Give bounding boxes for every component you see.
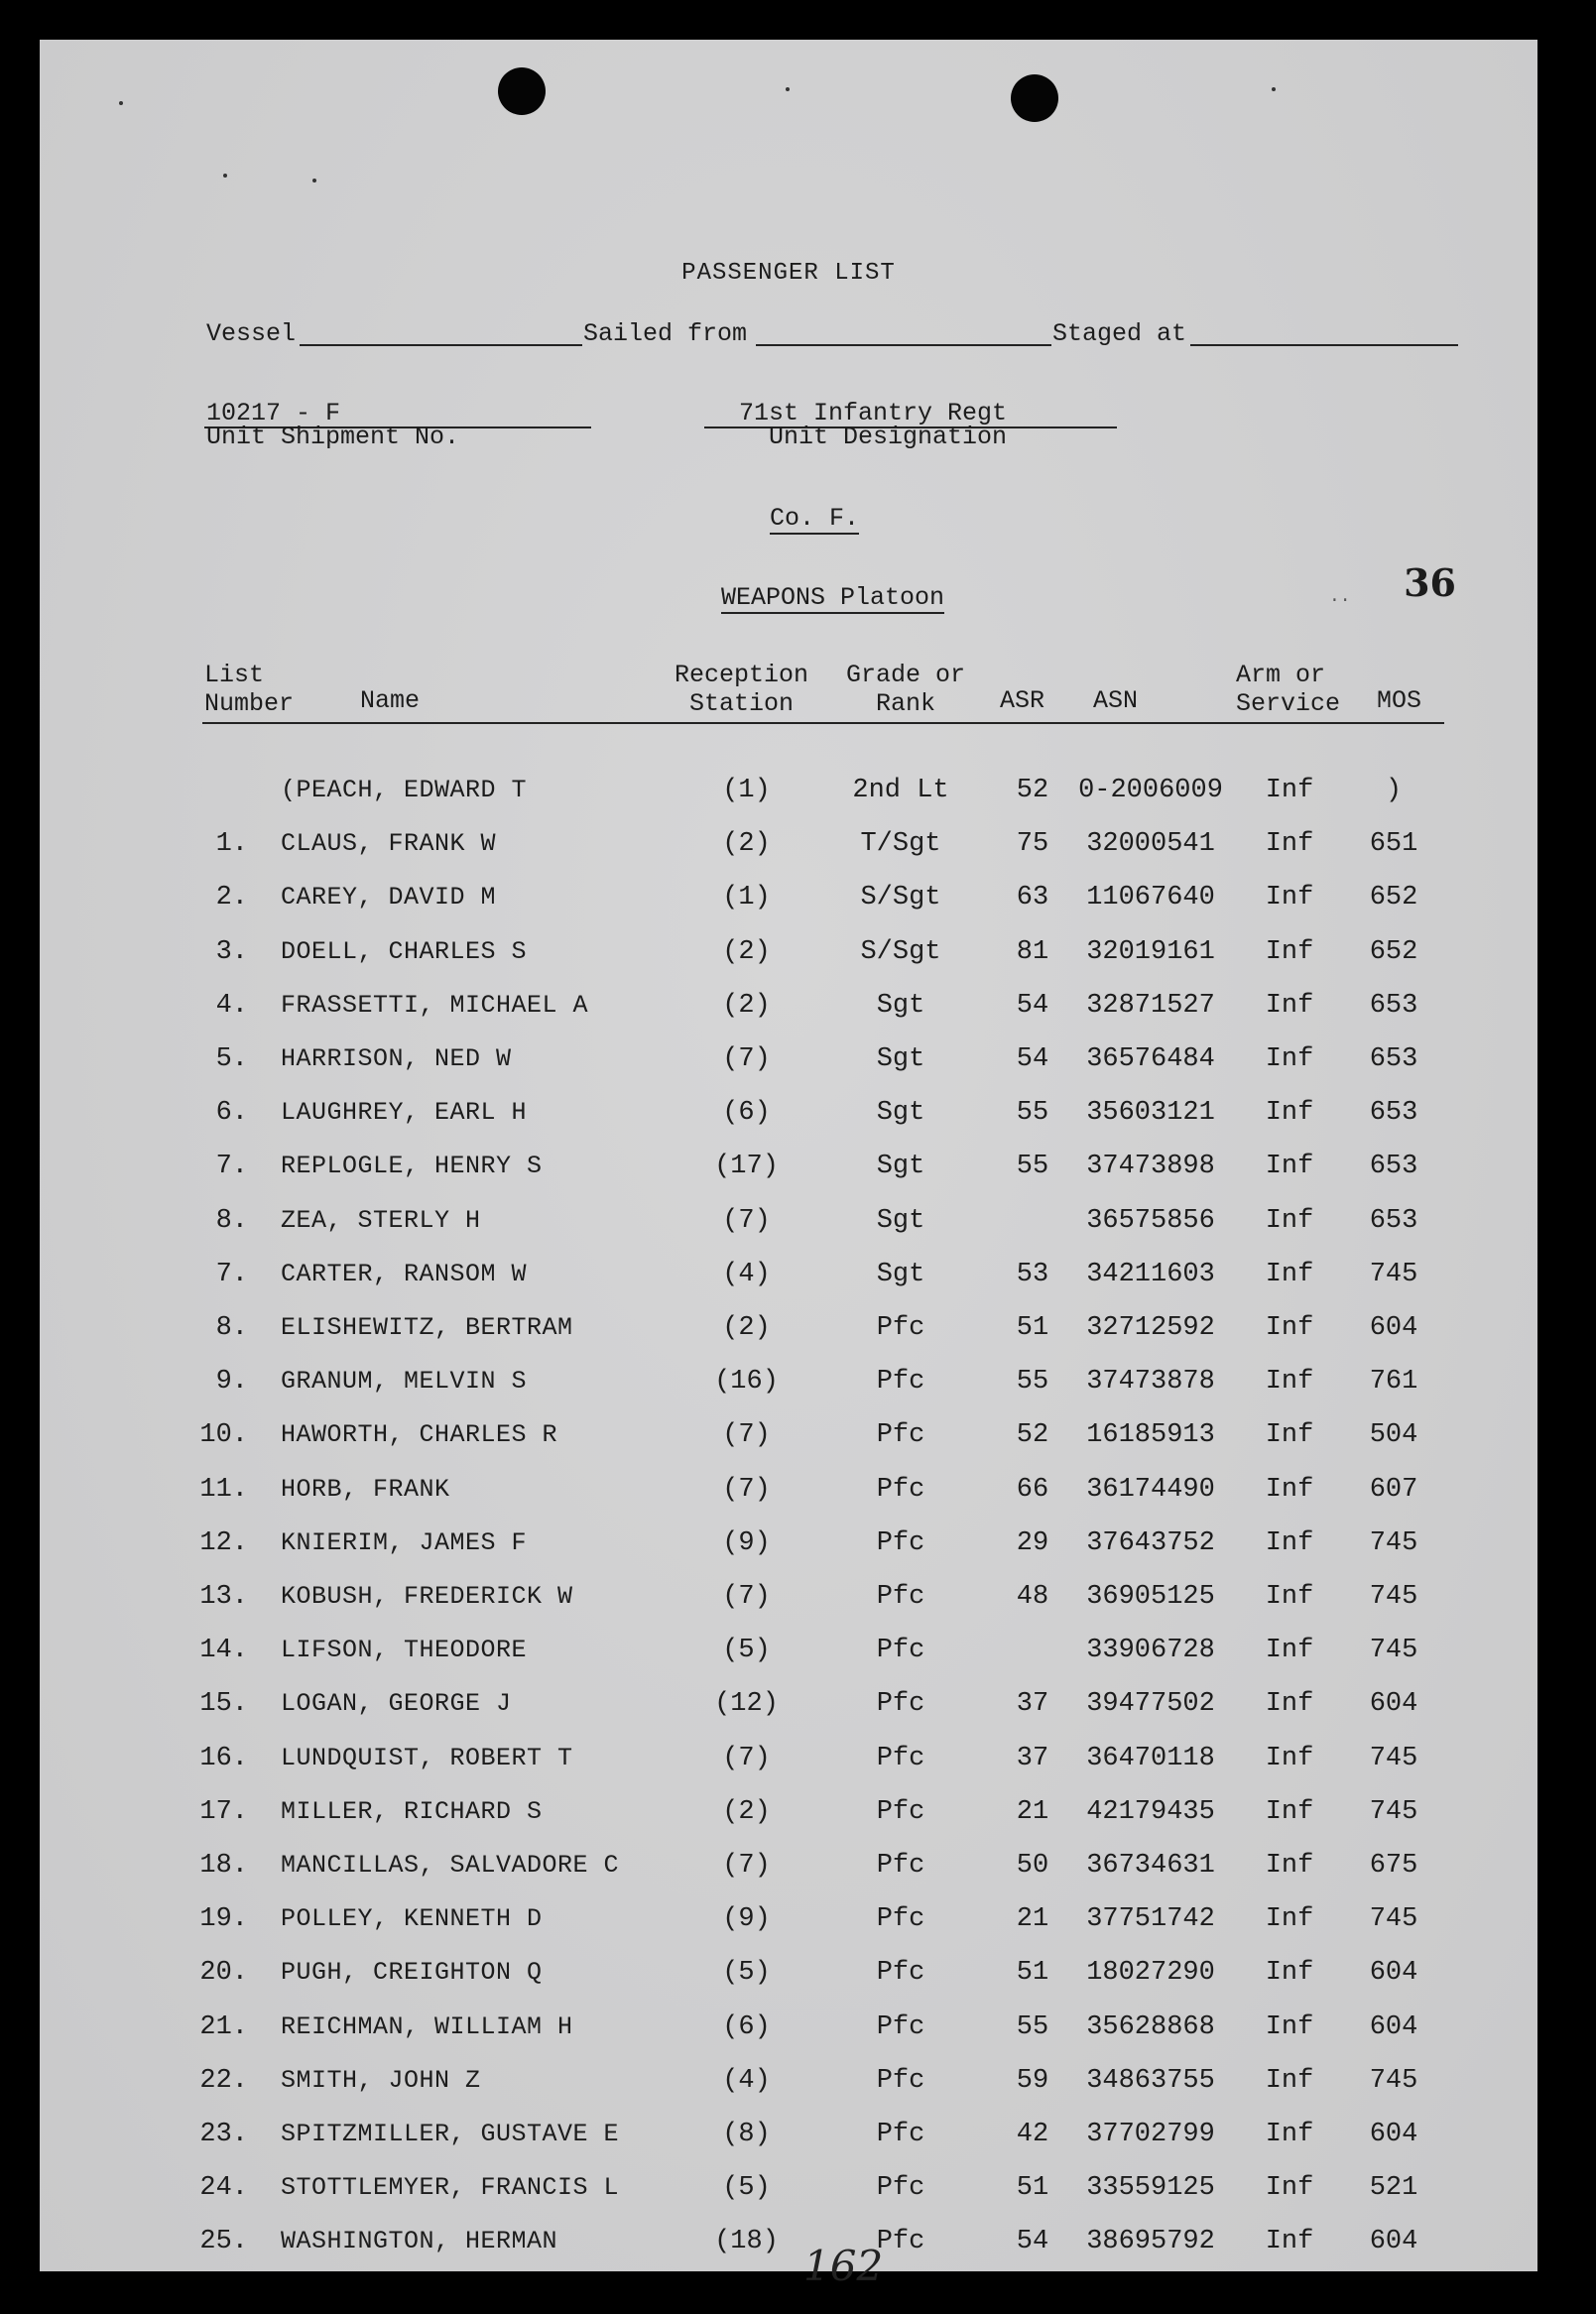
passenger-name: POLLEY, KENNETH D xyxy=(281,1904,543,1934)
grade-rank: Sgt xyxy=(876,1259,925,1289)
asn-number: 36174490 xyxy=(1086,1474,1215,1505)
table-row xyxy=(40,1744,1537,1779)
table-row xyxy=(40,1098,1537,1134)
asr-score: 52 xyxy=(1016,1420,1049,1451)
mos-code: 653 xyxy=(1369,1098,1418,1129)
arm-service: Inf xyxy=(1265,2173,1314,2204)
asn-number: 36575856 xyxy=(1086,1205,1215,1236)
grade-rank: Pfc xyxy=(876,2173,925,2204)
mos-code: ) xyxy=(1385,776,1403,805)
passenger-name: REPLOGLE, HENRY S xyxy=(281,1152,543,1181)
passenger-name: CAREY, DAVID M xyxy=(281,883,497,913)
list-number: 14. xyxy=(199,1636,248,1666)
asn-number: 36576484 xyxy=(1086,1044,1215,1074)
passenger-name: SMITH, JOHN Z xyxy=(281,2065,481,2095)
passenger-name: REICHMAN, WILLIAM H xyxy=(281,2011,573,2041)
asn-number: 16185913 xyxy=(1086,1420,1215,1451)
document-page xyxy=(40,40,1537,2290)
table-row xyxy=(40,1689,1537,1725)
grade-rank: Pfc xyxy=(876,1904,925,1935)
list-number: 12. xyxy=(199,1527,248,1558)
passenger-name: ELISHEWITZ, BERTRAM xyxy=(281,1313,573,1342)
reception-station: (7) xyxy=(722,1582,771,1612)
speck xyxy=(312,179,316,183)
list-number: 16. xyxy=(199,1743,248,1773)
grade-rank: Sgt xyxy=(876,1205,925,1236)
asn-number: 37473898 xyxy=(1086,1152,1215,1182)
grade-rank: Pfc xyxy=(876,1474,925,1505)
list-number: 8. xyxy=(215,1205,248,1236)
reception-station: (12) xyxy=(714,1689,779,1720)
passenger-name: HARRISON, NED W xyxy=(281,1044,512,1073)
grade-rank: Sgt xyxy=(876,1152,925,1182)
mos-code: 604 xyxy=(1369,2120,1418,2149)
reception-station: (6) xyxy=(722,1098,771,1129)
passenger-name: HAWORTH, CHARLES R xyxy=(281,1420,558,1450)
reception-station: (2) xyxy=(722,990,771,1021)
table-row xyxy=(40,1313,1537,1349)
table-row xyxy=(40,1152,1537,1187)
table-row xyxy=(40,883,1537,918)
asn-number: 38695792 xyxy=(1086,2227,1215,2257)
list-number: 5. xyxy=(215,1044,248,1074)
col-list-number: List Number xyxy=(204,661,295,718)
punch-hole-left xyxy=(498,67,546,115)
staged-at-label: Staged at xyxy=(1052,319,1187,348)
table-row xyxy=(40,2227,1537,2262)
speck xyxy=(1272,87,1276,91)
mos-code: 745 xyxy=(1369,1527,1418,1558)
mos-code: 604 xyxy=(1369,1313,1418,1343)
asn-number: 33906728 xyxy=(1086,1636,1215,1666)
mos-code: 675 xyxy=(1369,1851,1418,1881)
grade-rank: Pfc xyxy=(876,1367,925,1398)
table-row xyxy=(40,1044,1537,1080)
asr-score: 52 xyxy=(1016,776,1049,805)
passenger-name: LUNDQUIST, ROBERT T xyxy=(281,1743,573,1772)
table-row xyxy=(40,1475,1537,1511)
grade-rank: Pfc xyxy=(876,1958,925,1989)
asr-score: 54 xyxy=(1016,990,1049,1021)
arm-service: Inf xyxy=(1265,2120,1314,2149)
table-row xyxy=(40,1636,1537,1671)
passenger-name: WASHINGTON, HERMAN xyxy=(281,2227,558,2256)
asn-number: 35628868 xyxy=(1086,2011,1215,2042)
table-row xyxy=(40,1797,1537,1833)
arm-service: Inf xyxy=(1265,1636,1314,1666)
grade-rank: Pfc xyxy=(876,1689,925,1720)
list-number: 20. xyxy=(199,1958,248,1989)
table-row xyxy=(40,991,1537,1027)
asn-number: 11067640 xyxy=(1086,883,1215,913)
reception-station: (2) xyxy=(722,1796,771,1827)
reception-station: (5) xyxy=(722,2173,771,2204)
arm-service: Inf xyxy=(1265,1259,1314,1289)
reception-station: (7) xyxy=(722,1044,771,1074)
vessel-label: Vessel xyxy=(206,319,297,348)
mos-code: 653 xyxy=(1369,1044,1418,1074)
list-number: 9. xyxy=(215,1367,248,1398)
punch-hole-right xyxy=(1011,74,1058,122)
mos-code: 652 xyxy=(1369,883,1418,913)
asn-number: 34863755 xyxy=(1086,2065,1215,2096)
mos-code: 607 xyxy=(1369,1474,1418,1505)
mos-code: 653 xyxy=(1369,1205,1418,1236)
list-number: 3. xyxy=(215,936,248,967)
table-row xyxy=(40,1582,1537,1618)
mos-code: 652 xyxy=(1369,936,1418,967)
asr-score: 51 xyxy=(1016,1958,1049,1989)
list-number: 24. xyxy=(199,2173,248,2204)
reception-station: (7) xyxy=(722,1743,771,1773)
arm-service: Inf xyxy=(1265,776,1314,805)
mos-code: 604 xyxy=(1369,2227,1418,2257)
mos-code: 651 xyxy=(1369,829,1418,860)
table-row xyxy=(40,829,1537,865)
col-station: Reception Station xyxy=(675,661,809,718)
table-row xyxy=(40,2173,1537,2209)
arm-service: Inf xyxy=(1265,1098,1314,1129)
table-row xyxy=(40,1958,1537,1994)
arm-service: Inf xyxy=(1265,1582,1314,1612)
page-number: 36 xyxy=(1404,560,1456,605)
reception-station: (16) xyxy=(714,1367,779,1398)
asn-number: 33559125 xyxy=(1086,2173,1215,2204)
shipment-label: Unit Shipment No. xyxy=(206,423,460,451)
reception-station: (6) xyxy=(722,2011,771,2042)
asr-score: 55 xyxy=(1016,2011,1049,2042)
mos-code: 521 xyxy=(1369,2173,1418,2204)
reception-station: (2) xyxy=(722,829,771,860)
passenger-name: GRANUM, MELVIN S xyxy=(281,1367,528,1397)
reception-station: (7) xyxy=(722,1205,771,1236)
reception-station: (5) xyxy=(722,1958,771,1989)
list-number: 10. xyxy=(199,1420,248,1451)
table-row xyxy=(40,776,1537,811)
speck xyxy=(223,174,227,178)
reception-station: (2) xyxy=(722,1313,771,1343)
asr-score: 21 xyxy=(1016,1796,1049,1827)
list-number: 13. xyxy=(199,1582,248,1612)
asr-score: 37 xyxy=(1016,1743,1049,1773)
passenger-name: DOELL, CHARLES S xyxy=(281,936,528,966)
asr-score: 37 xyxy=(1016,1689,1049,1720)
speck xyxy=(786,87,790,91)
grade-rank: Pfc xyxy=(876,1636,925,1666)
grade-rank: Pfc xyxy=(876,2011,925,2042)
arm-service: Inf xyxy=(1265,2011,1314,2042)
table-row xyxy=(40,2066,1537,2102)
sailed-from-blank xyxy=(756,344,1051,346)
asr-score: 75 xyxy=(1016,829,1049,860)
arm-service: Inf xyxy=(1265,1689,1314,1720)
passenger-name: HORB, FRANK xyxy=(281,1474,450,1504)
grade-rank: Sgt xyxy=(876,1098,925,1129)
arm-service: Inf xyxy=(1265,1044,1314,1074)
asr-score: 29 xyxy=(1016,1527,1049,1558)
asr-score: 66 xyxy=(1016,1474,1049,1505)
arm-service: Inf xyxy=(1265,1904,1314,1935)
asr-score: 55 xyxy=(1016,1098,1049,1129)
reception-station: (17) xyxy=(714,1152,779,1182)
passenger-name: LIFSON, THEODORE xyxy=(281,1636,528,1665)
staged-at-blank xyxy=(1190,344,1458,346)
table-row xyxy=(40,2120,1537,2155)
asr-score: 53 xyxy=(1016,1259,1049,1289)
arm-service: Inf xyxy=(1265,990,1314,1021)
passenger-name: ZEA, STERLY H xyxy=(281,1205,481,1235)
arm-service: Inf xyxy=(1265,883,1314,913)
reception-station: (7) xyxy=(722,1420,771,1451)
grade-rank: Pfc xyxy=(876,1851,925,1881)
arm-service: Inf xyxy=(1265,1958,1314,1989)
passenger-name: LOGAN, GEORGE J xyxy=(281,1689,512,1719)
arm-service: Inf xyxy=(1265,1527,1314,1558)
arm-service: Inf xyxy=(1265,1205,1314,1236)
grade-rank: T/Sgt xyxy=(860,829,941,860)
arm-service: Inf xyxy=(1265,1313,1314,1343)
asn-number: 34211603 xyxy=(1086,1259,1215,1289)
mos-code: 504 xyxy=(1369,1420,1418,1451)
col-grade: Grade or Rank xyxy=(846,661,966,718)
asn-number: 0-2006009 xyxy=(1078,776,1223,805)
asr-score: 59 xyxy=(1016,2065,1049,2096)
asr-score: 81 xyxy=(1016,936,1049,967)
mos-code: 604 xyxy=(1369,1958,1418,1989)
handwritten-note: 162 xyxy=(803,2242,884,2290)
asr-score: 50 xyxy=(1016,1851,1049,1881)
reception-station: (7) xyxy=(722,1851,771,1881)
list-number: 23. xyxy=(199,2120,248,2149)
asn-number: 37473878 xyxy=(1086,1367,1215,1398)
list-number: 19. xyxy=(199,1904,248,1935)
table-row xyxy=(40,1528,1537,1564)
passenger-name: MILLER, RICHARD S xyxy=(281,1796,543,1826)
arm-service: Inf xyxy=(1265,1796,1314,1827)
passenger-name: FRASSETTI, MICHAEL A xyxy=(281,990,589,1020)
mos-code: 653 xyxy=(1369,1152,1418,1182)
list-number: 4. xyxy=(215,990,248,1021)
reception-station: (1) xyxy=(722,883,771,913)
mos-code: 653 xyxy=(1369,990,1418,1021)
col-arm: Arm or Service xyxy=(1236,661,1341,718)
list-number: 7. xyxy=(215,1259,248,1289)
mos-code: 745 xyxy=(1369,2065,1418,2096)
asn-number: 35603121 xyxy=(1086,1098,1215,1129)
grade-rank: Pfc xyxy=(876,2120,925,2149)
sailed-from-label: Sailed from xyxy=(583,319,748,348)
list-number: 7. xyxy=(215,1152,248,1182)
list-number: 22. xyxy=(199,2065,248,2096)
reception-station: (7) xyxy=(722,1474,771,1505)
col-asn: ASN xyxy=(1093,686,1139,715)
asn-number: 37702799 xyxy=(1086,2120,1215,2149)
passenger-name: KNIERIM, JAMES F xyxy=(281,1527,528,1557)
platoon: WEAPONS Platoon xyxy=(721,583,945,612)
arm-service: Inf xyxy=(1265,1474,1314,1505)
reception-station: (9) xyxy=(722,1904,771,1935)
asn-number: 36905125 xyxy=(1086,1582,1215,1612)
document-title: PASSENGER LIST xyxy=(681,260,896,287)
reception-station: (4) xyxy=(722,1259,771,1289)
arm-service: Inf xyxy=(1265,1851,1314,1881)
mos-code: 745 xyxy=(1369,1636,1418,1666)
reception-station: (18) xyxy=(714,2227,779,2257)
passenger-name: MANCILLAS, SALVADORE C xyxy=(281,1851,620,1880)
col-mos: MOS xyxy=(1377,686,1422,715)
grade-rank: Pfc xyxy=(876,1420,925,1451)
reception-station: (1) xyxy=(722,776,771,805)
grade-rank: Pfc xyxy=(876,1743,925,1773)
grade-rank: 2nd Lt xyxy=(852,776,949,805)
unit-designation-label: Unit Designation xyxy=(769,423,1008,451)
arm-service: Inf xyxy=(1265,1420,1314,1451)
asr-score: 48 xyxy=(1016,1582,1049,1612)
passenger-name: STOTTLEMYER, FRANCIS L xyxy=(281,2173,620,2203)
table-row xyxy=(40,2012,1537,2048)
arm-service: Inf xyxy=(1265,2227,1314,2257)
mos-code: 745 xyxy=(1369,1259,1418,1289)
arm-service: Inf xyxy=(1265,1367,1314,1398)
passenger-name: KOBUSH, FREDERICK W xyxy=(281,1582,573,1611)
reception-station: (2) xyxy=(722,936,771,967)
list-number: 21. xyxy=(199,2011,248,2042)
vessel-blank xyxy=(300,344,582,346)
grade-rank: S/Sgt xyxy=(860,883,941,913)
list-number: 1. xyxy=(215,829,248,860)
table-row xyxy=(40,1904,1537,1940)
grade-rank: Pfc xyxy=(876,1582,925,1612)
speck xyxy=(119,101,123,105)
unit-designation-value: 71st Infantry Regt xyxy=(739,399,1008,427)
list-number: 15. xyxy=(199,1689,248,1720)
grade-rank: Sgt xyxy=(876,990,925,1021)
table-row xyxy=(40,1420,1537,1456)
asr-score: 55 xyxy=(1016,1152,1049,1182)
table-row xyxy=(40,1206,1537,1242)
arm-service: Inf xyxy=(1265,829,1314,860)
header-rule xyxy=(202,722,1444,724)
passenger-name: CLAUS, FRANK W xyxy=(281,829,497,859)
grade-rank: Sgt xyxy=(876,1044,925,1074)
table-row xyxy=(40,1260,1537,1295)
col-name: Name xyxy=(360,686,421,715)
list-number: 8. xyxy=(215,1313,248,1343)
asr-score: 55 xyxy=(1016,1367,1049,1398)
passenger-name: SPITZMILLER, GUSTAVE E xyxy=(281,2120,620,2148)
grade-rank: Pfc xyxy=(876,1796,925,1827)
asn-number: 18027290 xyxy=(1086,1958,1215,1989)
reception-station: (9) xyxy=(722,1527,771,1558)
grade-rank: Pfc xyxy=(876,2065,925,2096)
mos-code: 745 xyxy=(1369,1904,1418,1935)
asn-number: 37751742 xyxy=(1086,1904,1215,1935)
reception-station: (5) xyxy=(722,1636,771,1666)
mos-code: 604 xyxy=(1369,1689,1418,1720)
list-number: 6. xyxy=(215,1098,248,1129)
asr-score: 63 xyxy=(1016,883,1049,913)
asn-number: 32712592 xyxy=(1086,1313,1215,1343)
asr-score: 42 xyxy=(1016,2120,1049,2149)
asn-number: 37643752 xyxy=(1086,1527,1215,1558)
company: Co. F. xyxy=(770,504,860,533)
arm-service: Inf xyxy=(1265,1152,1314,1182)
asn-number: 36734631 xyxy=(1086,1851,1215,1881)
list-number: 17. xyxy=(199,1796,248,1827)
table-row xyxy=(40,1367,1537,1402)
grade-rank: Pfc xyxy=(876,1527,925,1558)
table-header xyxy=(40,661,1537,740)
mos-code: 745 xyxy=(1369,1743,1418,1773)
grade-rank: Pfc xyxy=(876,2227,925,2257)
asn-number: 32871527 xyxy=(1086,990,1215,1021)
asr-score: 54 xyxy=(1016,2227,1049,2257)
col-asr: ASR xyxy=(1000,686,1045,715)
asn-number: 42179435 xyxy=(1086,1796,1215,1827)
arm-service: Inf xyxy=(1265,936,1314,967)
asn-number: 32000541 xyxy=(1086,829,1215,860)
asr-score: 54 xyxy=(1016,1044,1049,1074)
passenger-name: CARTER, RANSOM W xyxy=(281,1259,528,1288)
table-row xyxy=(40,1851,1537,1887)
margin-mark: .. xyxy=(1329,587,1351,607)
reception-station: (8) xyxy=(722,2120,771,2149)
passenger-name: (PEACH, EDWARD T xyxy=(281,776,528,804)
asn-number: 32019161 xyxy=(1086,936,1215,967)
asn-number: 39477502 xyxy=(1086,1689,1215,1720)
asn-number: 36470118 xyxy=(1086,1743,1215,1773)
mos-code: 604 xyxy=(1369,2011,1418,2042)
grade-rank: Pfc xyxy=(876,1313,925,1343)
asr-score: 51 xyxy=(1016,1313,1049,1343)
arm-service: Inf xyxy=(1265,1743,1314,1773)
mos-code: 761 xyxy=(1369,1367,1418,1398)
list-number: 11. xyxy=(199,1474,248,1505)
grade-rank: S/Sgt xyxy=(860,936,941,967)
asr-score: 21 xyxy=(1016,1904,1049,1935)
asr-score: 51 xyxy=(1016,2173,1049,2204)
reception-station: (4) xyxy=(722,2065,771,2096)
list-number: 25. xyxy=(199,2227,248,2257)
passenger-name: PUGH, CREIGHTON Q xyxy=(281,1958,543,1988)
passenger-name: LAUGHREY, EARL H xyxy=(281,1098,528,1128)
list-number: 2. xyxy=(215,883,248,913)
table-row xyxy=(40,937,1537,973)
mos-code: 745 xyxy=(1369,1582,1418,1612)
arm-service: Inf xyxy=(1265,2065,1314,2096)
mos-code: 745 xyxy=(1369,1796,1418,1827)
list-number: 18. xyxy=(199,1851,248,1881)
shipment-number: 10217 - F xyxy=(206,399,341,427)
